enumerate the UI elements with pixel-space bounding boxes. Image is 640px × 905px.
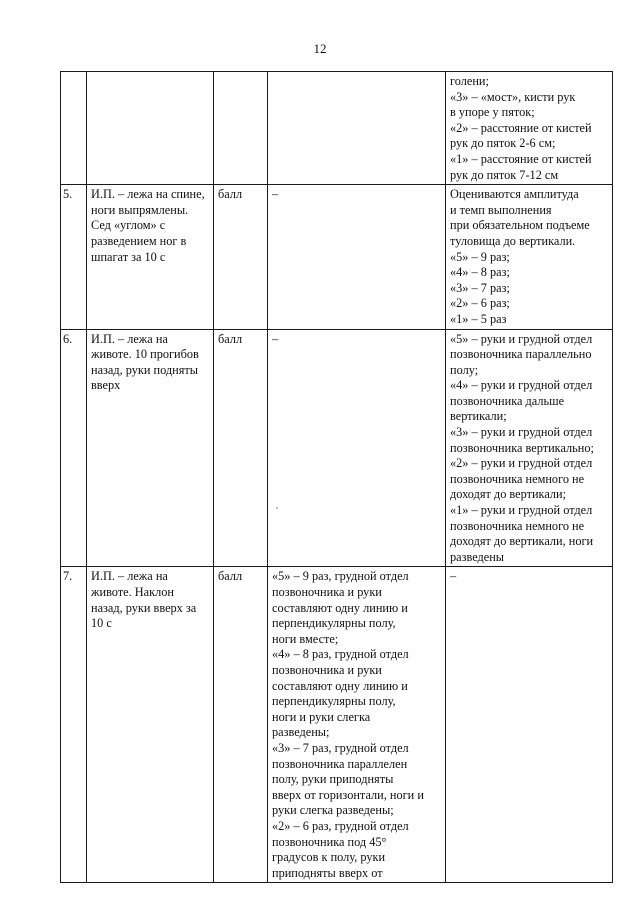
table-row-5 xyxy=(61,185,613,329)
criteria-cell-girls: – xyxy=(446,567,613,883)
table-row-7 xyxy=(61,567,613,883)
scan-speck xyxy=(276,507,278,509)
table-row-6 xyxy=(61,329,613,567)
exercise-cell xyxy=(87,72,214,185)
norms-table xyxy=(60,71,613,883)
unit-cell: балл xyxy=(214,567,268,883)
row-number-cell: 5. xyxy=(61,185,87,329)
criteria-cell-boys: «5» – 9 раз, грудной отдел позвоночника и руки составляют одну линию и перпендикулярны полу, ноги вместе; «4» – 8 раз, грудной отдел позвоночника и руки составляют одну линию и перпендикулярны полу, ноги и руки слегка разведены; «3» – 7 раз, грудной отдел позвоночника параллелен полу, руки приподняты вверх от горизонтали, ноги и руки слегка разведены; «2» – 6 раз, грудной отдел позвоночника под 45° градусов к полу, руки приподняты вверх от xyxy=(268,567,446,883)
row-number-cell: 6. xyxy=(61,329,87,567)
criteria-cell-girls: «5» – руки и грудной отдел позвоночника параллельно полу; «4» – руки и грудной отдел позвоночника дальше вертикали; «3» – руки и грудной отдел позвоночника вертикально; «2» – руки и грудной отдел позвоночника немного не доходят до вертикали; «1» – руки и грудной отдел позвоночника немного не доходят до вертикали, ноги разведены xyxy=(446,329,613,567)
criteria-cell-boys: – xyxy=(268,185,446,329)
criteria-cell-girls: голени; «3» – «мост», кисти рук в упоре у пяток; «2» – расстояние от кистей рук до пяток 2-6 см; «1» – расстояние от кистей рук до пяток 7-12 см xyxy=(446,72,613,185)
unit-cell xyxy=(214,72,268,185)
criteria-cell-boys xyxy=(268,72,446,185)
unit-cell: балл xyxy=(214,329,268,567)
criteria-cell-boys: – xyxy=(268,329,446,567)
table-row-continuation xyxy=(61,72,613,185)
unit-cell: балл xyxy=(214,185,268,329)
criteria-cell-girls: Оцениваются амплитуда и темп выполнения при обязательном подъеме туловища до вертикали. «5» – 9 раз; «4» – 8 раз; «3» – 7 раз; «2» – 6 раз; «1» – 5 раз xyxy=(446,185,613,329)
exercise-cell: И.П. – лежа на спине, ноги выпрямлены. Сед «углом» с разведением ног в шпагат за 10 с xyxy=(87,185,214,329)
page-number: 12 xyxy=(313,41,327,56)
exercise-cell: И.П. – лежа на животе. Наклон назад, руки вверх за 10 с xyxy=(87,567,214,883)
row-number-cell: 7. xyxy=(61,567,87,883)
exercise-cell: И.П. – лежа на животе. 10 прогибов назад, руки подняты вверх xyxy=(87,329,214,567)
row-number-cell xyxy=(61,72,87,185)
